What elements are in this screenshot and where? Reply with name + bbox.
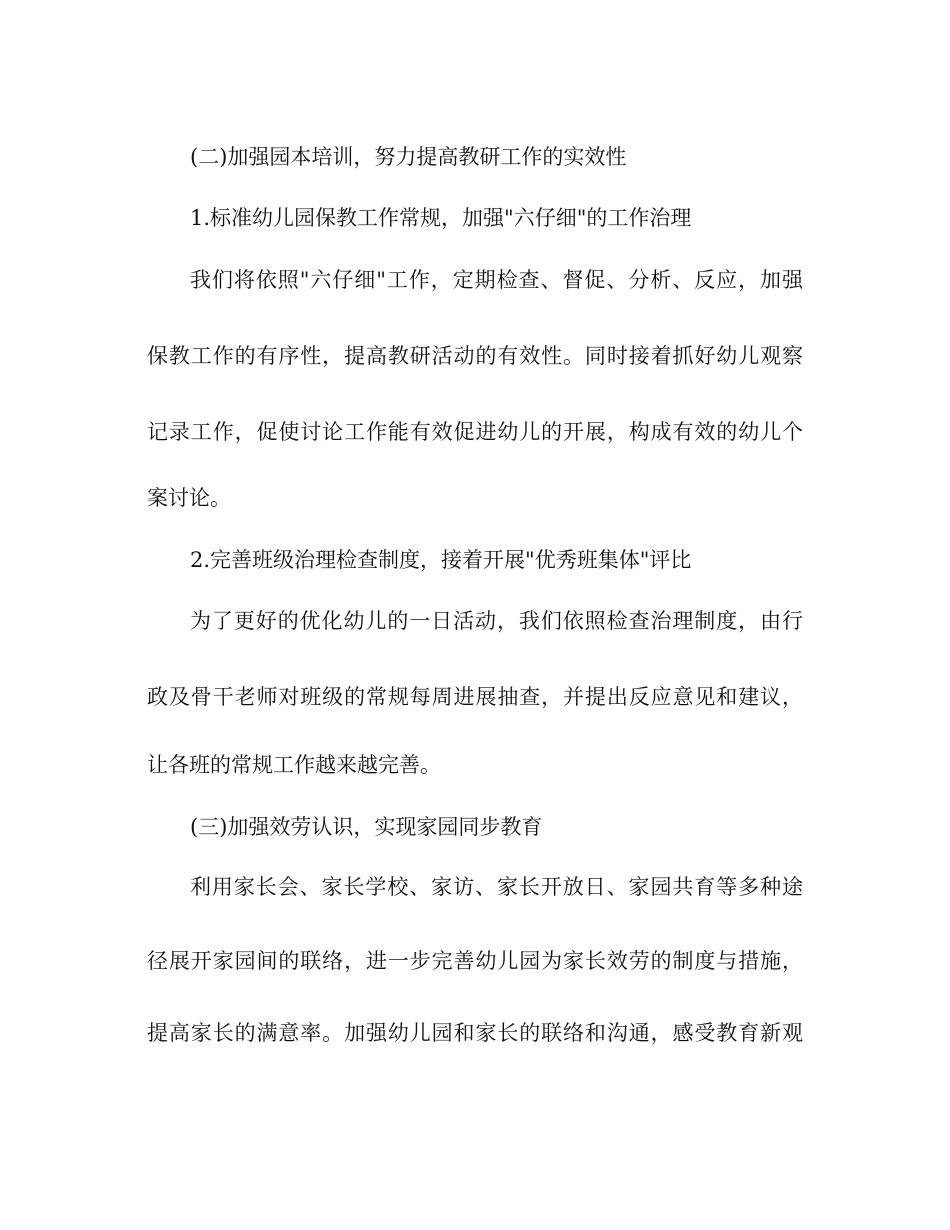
paragraph-line: 为了更好的优化幼儿的一日活动，我们依照检查治理制度，由行: [190, 609, 803, 633]
paragraph-line: 记录工作，促使讨论工作能有效促进幼儿的开展，构成有效的幼儿个: [147, 420, 803, 444]
paragraph-line: 提高家长的满意率。加强幼儿园和家长的联络和沟通，感受教育新观: [147, 1021, 803, 1045]
section-heading-2: (二)加强园本培训，努力提高教研工作的实效性: [190, 145, 627, 169]
paragraph-line: 利用家长会、家长学校、家访、家长开放日、家园共育等多种途: [190, 875, 803, 899]
subheading-2: 2.完善班级治理检查制度，接着开展"优秀班集体"评比: [190, 548, 692, 572]
subheading-1: 1.标准幼儿园保教工作常规，加强"六仔细"的工作治理: [190, 206, 692, 230]
paragraph-line: 我们将依照"六仔细"工作，定期检查、督促、分析、反应，加强: [190, 268, 803, 292]
paragraph-line: 政及骨干老师对班级的常规每周进展抽查，并提出反应意见和建议，: [147, 685, 803, 709]
paragraph-line: 案讨论。: [147, 486, 231, 510]
paragraph-line: 保教工作的有序性，提高教研活动的有效性。同时接着抓好幼儿观察: [147, 344, 803, 368]
paragraph-line: 径展开家园间的联络，进一步完善幼儿园为家长效劳的制度与措施，: [147, 949, 803, 973]
section-heading-3: (三)加强效劳认识，实现家园同步教育: [190, 815, 543, 839]
paragraph-line: 让各班的常规工作越来越完善。: [147, 753, 441, 777]
